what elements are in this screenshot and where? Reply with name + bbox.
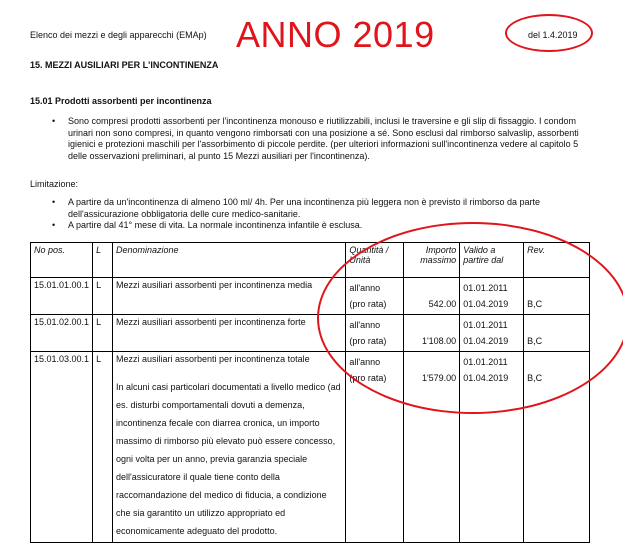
cell-quantity: all'anno (pro rata) (346, 315, 404, 352)
cell-l: L (93, 352, 113, 543)
intro-bullet: • Sono compresi prodotti assorbenti per l'incontinenza monouso e riutilizzabili, inclusi le traversine e gli slip di fissaggio. I condom urinari non sono compresi, in quanto vengono rimborsati con una posizione a sé. Sono esclusi dal rimborso salvaslip, assorbenti igienici e protezioni maschili per l'assorbimento di piccole perdite. (per ulteriori informazioni sull'incontinenza vedere al capitolo 5 delle osservazioni preliminari, al punto 15 Mezzi ausiliari per l'incontinenza). (52, 116, 592, 163)
cell-valid-from: 01.01.2011 01.04.2019 (460, 278, 524, 315)
cell-rev: B,C (524, 352, 590, 543)
column-header-no-pos: No pos. (31, 243, 93, 278)
cell-name-note: In alcuni casi particolari documentati a livello medico (ad es. disturbi comportamentali dovuti a demenza, incontinenza fecale con diarrea cronica, un importo massimo di rimborso più elevato può essere concesso, ogni volta per un anno, previa garanzia speciale dell'assicuratore il quale tiene conto della raccomandazione del medico di fiducia, a condizione che sia garantito un utilizzo appropriato ed economicamente adeguato del prodotto. (116, 382, 341, 536)
cell-valid-from: 01.01.2011 01.04.2019 (460, 352, 524, 543)
cell-name-title: Mezzi ausiliari assorbenti per incontinenza totale (116, 354, 310, 364)
highlight-circle-annotation (317, 222, 623, 414)
cell-rev: B,C (524, 315, 590, 352)
document-header: Elenco dei mezzi e degli apparecchi (EMAp) (30, 30, 207, 40)
cell-quantity: all'anno (pro rata) (346, 352, 404, 543)
cell-amount: 1'579.00 (404, 352, 460, 543)
limitation-label: Limitazione: (30, 179, 79, 189)
cell-amount: 542.00 (404, 278, 460, 315)
column-header-l: L (93, 243, 113, 278)
column-header-importo: Importo massimo (404, 243, 460, 278)
cell-valid-from: 01.01.2011 01.04.2019 (460, 315, 524, 352)
cell-no-pos: 15.01.02.00.1 (31, 315, 93, 352)
column-header-rev: Rev. (524, 243, 590, 278)
column-header-valido: Valido a partire dal (460, 243, 524, 278)
cell-no-pos: 15.01.01.00.1 (31, 278, 93, 315)
column-header-quantita: Quantità / Unità (346, 243, 404, 278)
cell-l: L (93, 315, 113, 352)
cell-name (113, 352, 346, 543)
subsection-title: 15.01 Prodotti assorbenti per incontinenza (30, 96, 212, 106)
limitation-bullet: • A partire da un'incontinenza di almeno 100 ml/ 4h. Per una incontinenza più leggera non è previsto il rimborso da parte dell'assicurazione obbligatoria delle cure medico-sanitarie. (52, 197, 592, 220)
cell-name: Mezzi ausiliari assorbenti per incontinenza forte (113, 315, 346, 352)
column-header-denominazione: Denominazione (113, 243, 346, 278)
limitation-bullet: • A partire dal 41° mese di vita. La normale incontinenza infantile è esclusa. (52, 220, 592, 232)
cell-name: Mezzi ausiliari assorbenti per incontinenza media (113, 278, 346, 315)
cell-quantity: all'anno (pro rata) (346, 278, 404, 315)
document-date: del 1.4.2019 (528, 30, 578, 40)
cell-no-pos: 15.01.03.00.1 (31, 352, 93, 543)
section-title: 15. MEZZI AUSILIARI PER L'INCONTINENZA (30, 60, 219, 70)
cell-amount: 1'108.00 (404, 315, 460, 352)
year-annotation: ANNO 2019 (236, 14, 435, 55)
intro-bullet-list (52, 116, 592, 163)
cell-rev: B,C (524, 278, 590, 315)
cell-l: L (93, 278, 113, 315)
